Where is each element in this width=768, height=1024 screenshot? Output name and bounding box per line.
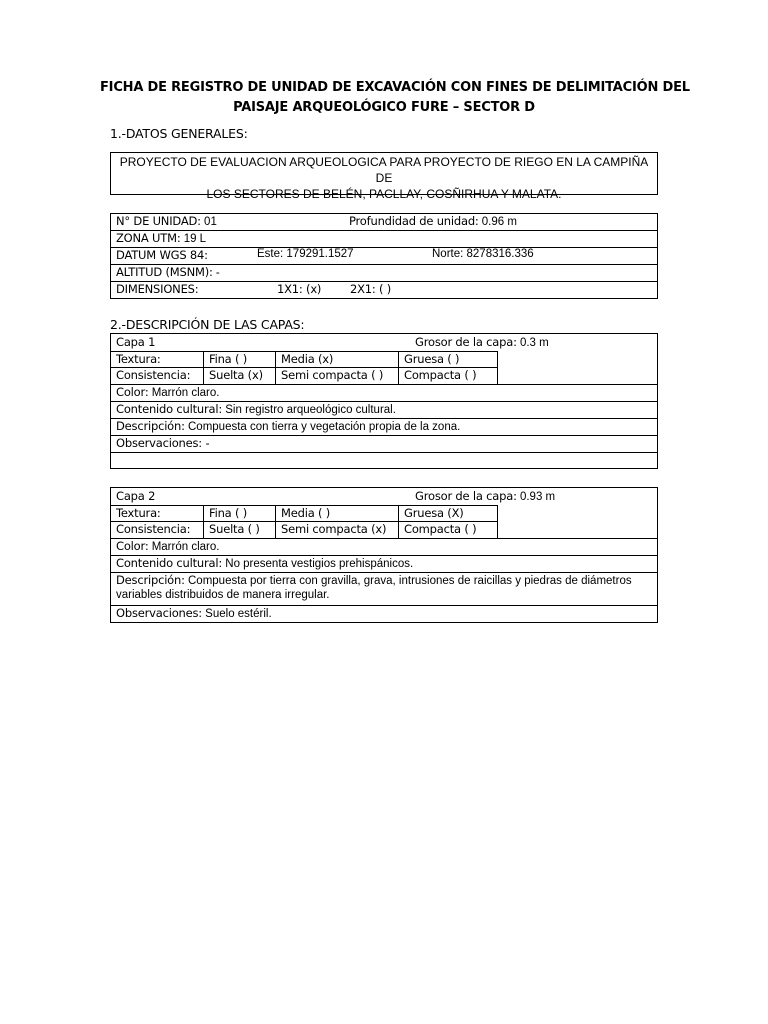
layer-2-observations-row [111, 606, 657, 622]
unit-number-label: N° DE UNIDAD: [116, 214, 201, 228]
layer-2-description-value-line-2: variables distribuidos de manera irregular. [116, 589, 330, 601]
unit-data-table [110, 213, 658, 299]
layer-1-description-label: Descripción: [116, 419, 185, 433]
dimensions-label: DIMENSIONES: [116, 282, 199, 296]
document-title [100, 78, 690, 118]
utm-zone-row [111, 231, 657, 248]
datum-norte: Norte: 8278316.336 [432, 248, 534, 260]
layer-1-texture-gruesa: Gruesa ( ) [399, 352, 498, 367]
layer-1-description-value: Compuesta con tierra y vegetación propia de la zona. [184, 421, 461, 433]
utm-zone-label: ZONA UTM: [116, 231, 181, 245]
layer-1-consistency-row [111, 368, 498, 385]
layer-2-description-row [111, 573, 657, 606]
title-line-1: FICHA DE REGISTRO DE UNIDAD DE EXCAVACIÓN CON FINES DE DELIMITACIÓN DEL [100, 80, 690, 95]
layer-1-consistency-semi: Semi compacta ( ) [276, 368, 399, 385]
dimensions-2x1: 2X1: ( ) [350, 282, 392, 296]
layer-2-content-row [111, 556, 657, 573]
layer-2-observations-value: Suelo estéril. [201, 608, 272, 620]
layer-1-texture-row [111, 351, 498, 368]
layer-2-description-value-line-1: Compuesta por tierra con gravilla, grava, intrusiones de raicillas y piedras de diámetros [184, 575, 632, 587]
dimensions-1x1: 1X1: (x) [277, 282, 322, 296]
layer-2-consistency-label: Consistencia: [111, 522, 204, 539]
datum-label: DATUM WGS 84: [116, 248, 208, 262]
layer-2-thickness-label: Grosor de la capa: [415, 489, 517, 503]
layer-2-texture-row [111, 505, 498, 522]
unit-number-row [111, 214, 657, 231]
layer-1-name: Capa 1 [116, 335, 156, 349]
layer-2-content-label: Contenido cultural: [116, 556, 223, 570]
layer-2-texture-media: Media ( ) [276, 506, 399, 521]
layer-2-color-label: Color: [116, 539, 149, 553]
layer-1-blank-row [111, 453, 657, 468]
layer-2-color-value: Marrón claro. [148, 541, 220, 553]
layer-1-observations-label: Observaciones: - [116, 436, 210, 450]
layer-1-consistency-label: Consistencia: [111, 368, 204, 385]
unit-number-value: 01 [200, 216, 217, 228]
depth-value: 0.96 m [478, 216, 517, 228]
layer-2-texture-label: Textura: [111, 506, 204, 521]
layer-2-content-value: No presenta vestigios prehispánicos. [222, 558, 414, 570]
project-line-1: PROYECTO DE EVALUACION ARQUEOLOGICA PARA PROYECTO DE RIEGO EN LA CAMPIÑA DE [119, 155, 649, 185]
layer-1-content-label: Contenido cultural: [116, 402, 223, 416]
layer-1-color-label: Color: [116, 385, 149, 399]
altitude-row [111, 265, 657, 282]
layer-2-name: Capa 2 [116, 489, 156, 503]
layer-2-consistency-suelta: Suelta ( ) [204, 522, 276, 539]
altitude-value: - [212, 267, 220, 279]
layer-2-table [110, 487, 658, 623]
layer-2-texture-fina: Fina ( ) [204, 506, 276, 521]
layer-1-thickness-value: 0.3 m [516, 337, 549, 349]
layer-2-thickness-value: 0.93 m [516, 491, 556, 503]
layer-1-consistency-suelta: Suelta (x) [204, 368, 276, 385]
layer-2-consistency-semi: Semi compacta (x) [276, 522, 399, 539]
layer-2-consistency-row [111, 522, 498, 539]
layer-2-texture-gruesa: Gruesa (X) [399, 506, 498, 521]
layer-1-color-value: Marrón claro. [148, 387, 220, 399]
layer-1-content-row [111, 402, 657, 419]
layer-1-content-value: Sin registro arqueológico cultural. [222, 404, 396, 416]
datum-este: Este: 179291.1527 [257, 248, 354, 260]
altitude-label: ALTITUD (MSNM): [116, 265, 213, 279]
layer-1-texture-fina: Fina ( ) [204, 352, 276, 367]
section-2-label: 2.-DESCRIPCIÓN DE LAS CAPAS: [110, 317, 305, 332]
layer-1-texture-media: Media (x) [276, 352, 399, 367]
layer-2-color-row [111, 539, 657, 556]
layer-2-observations-label: Observaciones: [116, 606, 202, 620]
layer-2-consistency-compacta: Compacta ( ) [399, 522, 498, 539]
datum-row [111, 248, 657, 265]
layer-1-observations-row [111, 436, 657, 453]
layer-2-header-block [111, 488, 657, 539]
layer-1-description-row [111, 419, 657, 436]
utm-zone-value: 19 L [180, 233, 207, 245]
layer-2-description-label: Descripción: [116, 573, 185, 587]
project-line-2: LOS SECTORES DE BELÉN, PACLLAY, COSÑIRHUA Y MALATA. [206, 187, 562, 201]
depth-label: Profundidad de unidad: [349, 214, 479, 228]
layer-1-header-block [111, 334, 657, 385]
layer-1-thickness-label: Grosor de la capa: [415, 335, 517, 349]
section-1-label: 1.-DATOS GENERALES: [110, 126, 248, 141]
project-box [110, 152, 658, 201]
dimensions-row [111, 282, 657, 298]
layer-1-color-row [111, 385, 657, 402]
layer-1-table [110, 333, 658, 469]
layer-1-texture-label: Textura: [111, 352, 204, 367]
layer-1-consistency-compacta: Compacta ( ) [399, 368, 498, 385]
title-line-2: PAISAJE ARQUEOLÓGICO FURE – SECTOR D [233, 100, 535, 115]
